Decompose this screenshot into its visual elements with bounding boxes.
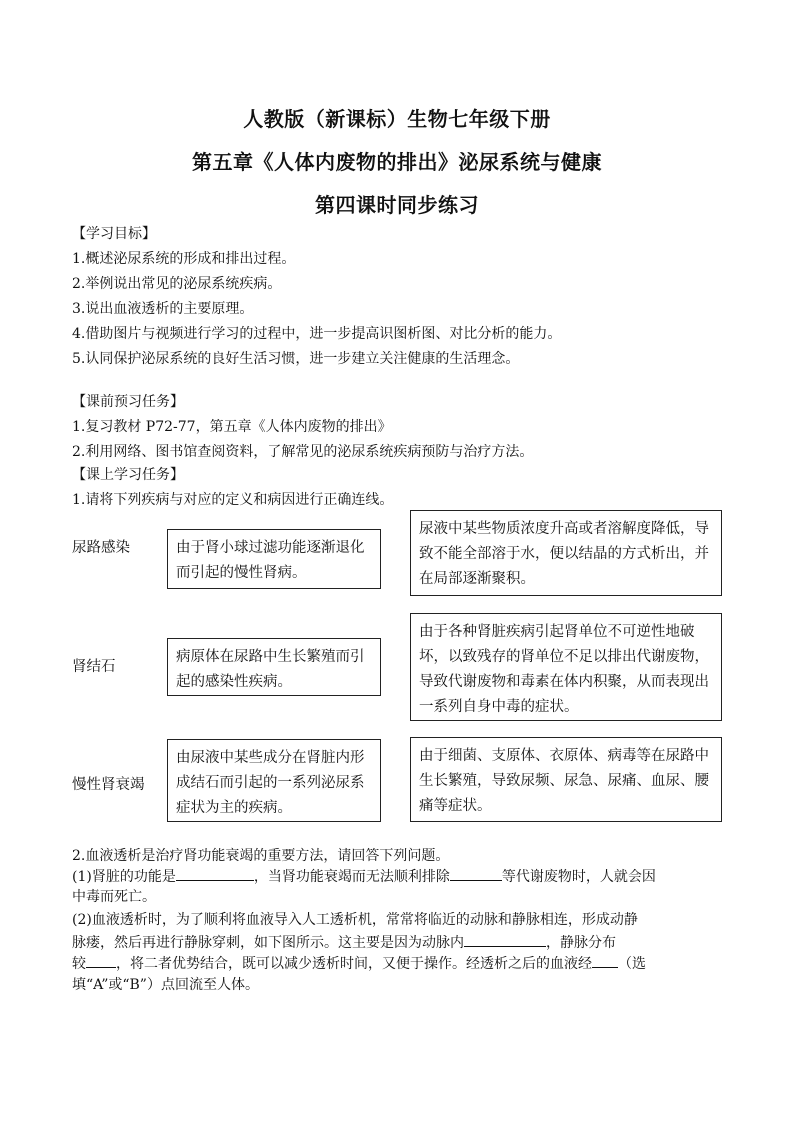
cause-box: 尿液中某些物质浓度升高或者溶解度降低，导致不能全部溶于水，便以结晶的方式析出，并在局部逐渐聚积。 (410, 510, 722, 596)
objective-item: 3.说出血液透析的主要原理。 (72, 301, 254, 317)
preview-item: 1.复习教材 P72-77，第五章《人体内废物的排出》 (72, 419, 392, 435)
question-2-part2: (2)血液透析时，为了顺利将血液导入人工透析机，常常将临近的动脉和静脉相连，形成动静 (72, 912, 638, 928)
answer-blank[interactable] (450, 866, 502, 881)
classwork-heading: 【课上学习任务】 (72, 467, 184, 483)
question-2-intro: 2.血液透析是治疗肾功能衰竭的重要方法，请回答下列问题。 (72, 848, 450, 864)
objectives-heading: 【学习目标】 (72, 226, 156, 242)
definition-box: 病原体在尿路中生长繁殖而引起的感染性疾病。 (167, 638, 381, 696)
objective-item: 4.借助图片与视频进行学习的过程中，进一步提高识图析图、对比分析的能力。 (72, 326, 562, 342)
question-2-part2-line3 (72, 953, 646, 974)
preview-heading: 【课前预习任务】 (72, 394, 184, 410)
q2-part1-text: (1)肾脏的功能是 (72, 869, 176, 885)
disease-kidney-stone: 肾结石 (72, 659, 116, 675)
question-2-part1 (72, 866, 656, 887)
q2-part1-text: 等代谢废物时，人就会因 (501, 869, 656, 885)
question-1: 1.请将下列疾病与对应的定义和病因进行正确连线。 (72, 492, 394, 508)
objective-item: 2.举例说出常见的泌尿系统疾病。 (72, 276, 282, 292)
preview-item: 2.利用网络、图书馆查阅资料，了解常见的泌尿系统疾病预防与治疗方法。 (72, 444, 534, 460)
objective-item: 5.认同保护泌尿系统的良好生活习惯，进一步建立关注健康的生活理念。 (72, 351, 520, 367)
disease-urinary-infection: 尿路感染 (72, 540, 130, 556)
answer-blank[interactable] (176, 866, 254, 881)
q2-part2-text: ，将二者优势结合，既可以减少透析时间，又便于操作。经透析之后的血液经 (116, 956, 592, 972)
q2-part1-text: ，当肾功能衰竭而无法顺利排除 (253, 869, 450, 885)
answer-blank[interactable] (592, 953, 618, 968)
definition-box: 由于肾小球过滤功能逐渐退化而引起的慢性肾病。 (167, 529, 381, 589)
cause-box: 由于细菌、支原体、衣原体、病毒等在尿路中生长繁殖，导致尿频、尿急、尿痛、血尿、腰痛等症状。 (410, 737, 722, 822)
question-2-part2-line4: 填“A”或“B”）点回流至人体。 (72, 977, 259, 993)
q2-part2-text: （选 (618, 956, 646, 972)
page-title: 人教版（新课标）生物七年级下册 (243, 107, 551, 131)
cause-box: 由于各种肾脏疾病引起肾单位不可逆性地破坏，以致残存的肾单位不足以排出代谢废物，导致代谢废物和毒素在体内积聚，从而表现出一系列自身中毒的症状。 (410, 613, 722, 721)
definition-box: 由尿液中某些成分在肾脏内形成结石而引起的一系列泌尿系症状为主的疾病。 (167, 739, 381, 822)
q2-part2-text: 脉瘘，然后再进行静脉穿刺，如下图所示。这主要是因为动脉内 (72, 935, 464, 951)
question-2-part2-line2 (72, 932, 616, 953)
question-2-part1-cont: 中毒而死亡。 (72, 889, 156, 905)
q2-part2-text: 较 (72, 956, 86, 972)
objective-item: 1.概述泌尿系统的形成和排出过程。 (72, 251, 296, 267)
lesson-title: 第四课时同步练习 (315, 193, 479, 217)
answer-blank[interactable] (86, 953, 116, 968)
q2-part2-text: ，静脉分布 (546, 935, 616, 951)
answer-blank[interactable] (464, 932, 546, 947)
disease-chronic-renal-failure: 慢性肾衰竭 (72, 777, 145, 793)
chapter-title: 第五章《人体内废物的排出》泌尿系统与健康 (192, 150, 602, 174)
